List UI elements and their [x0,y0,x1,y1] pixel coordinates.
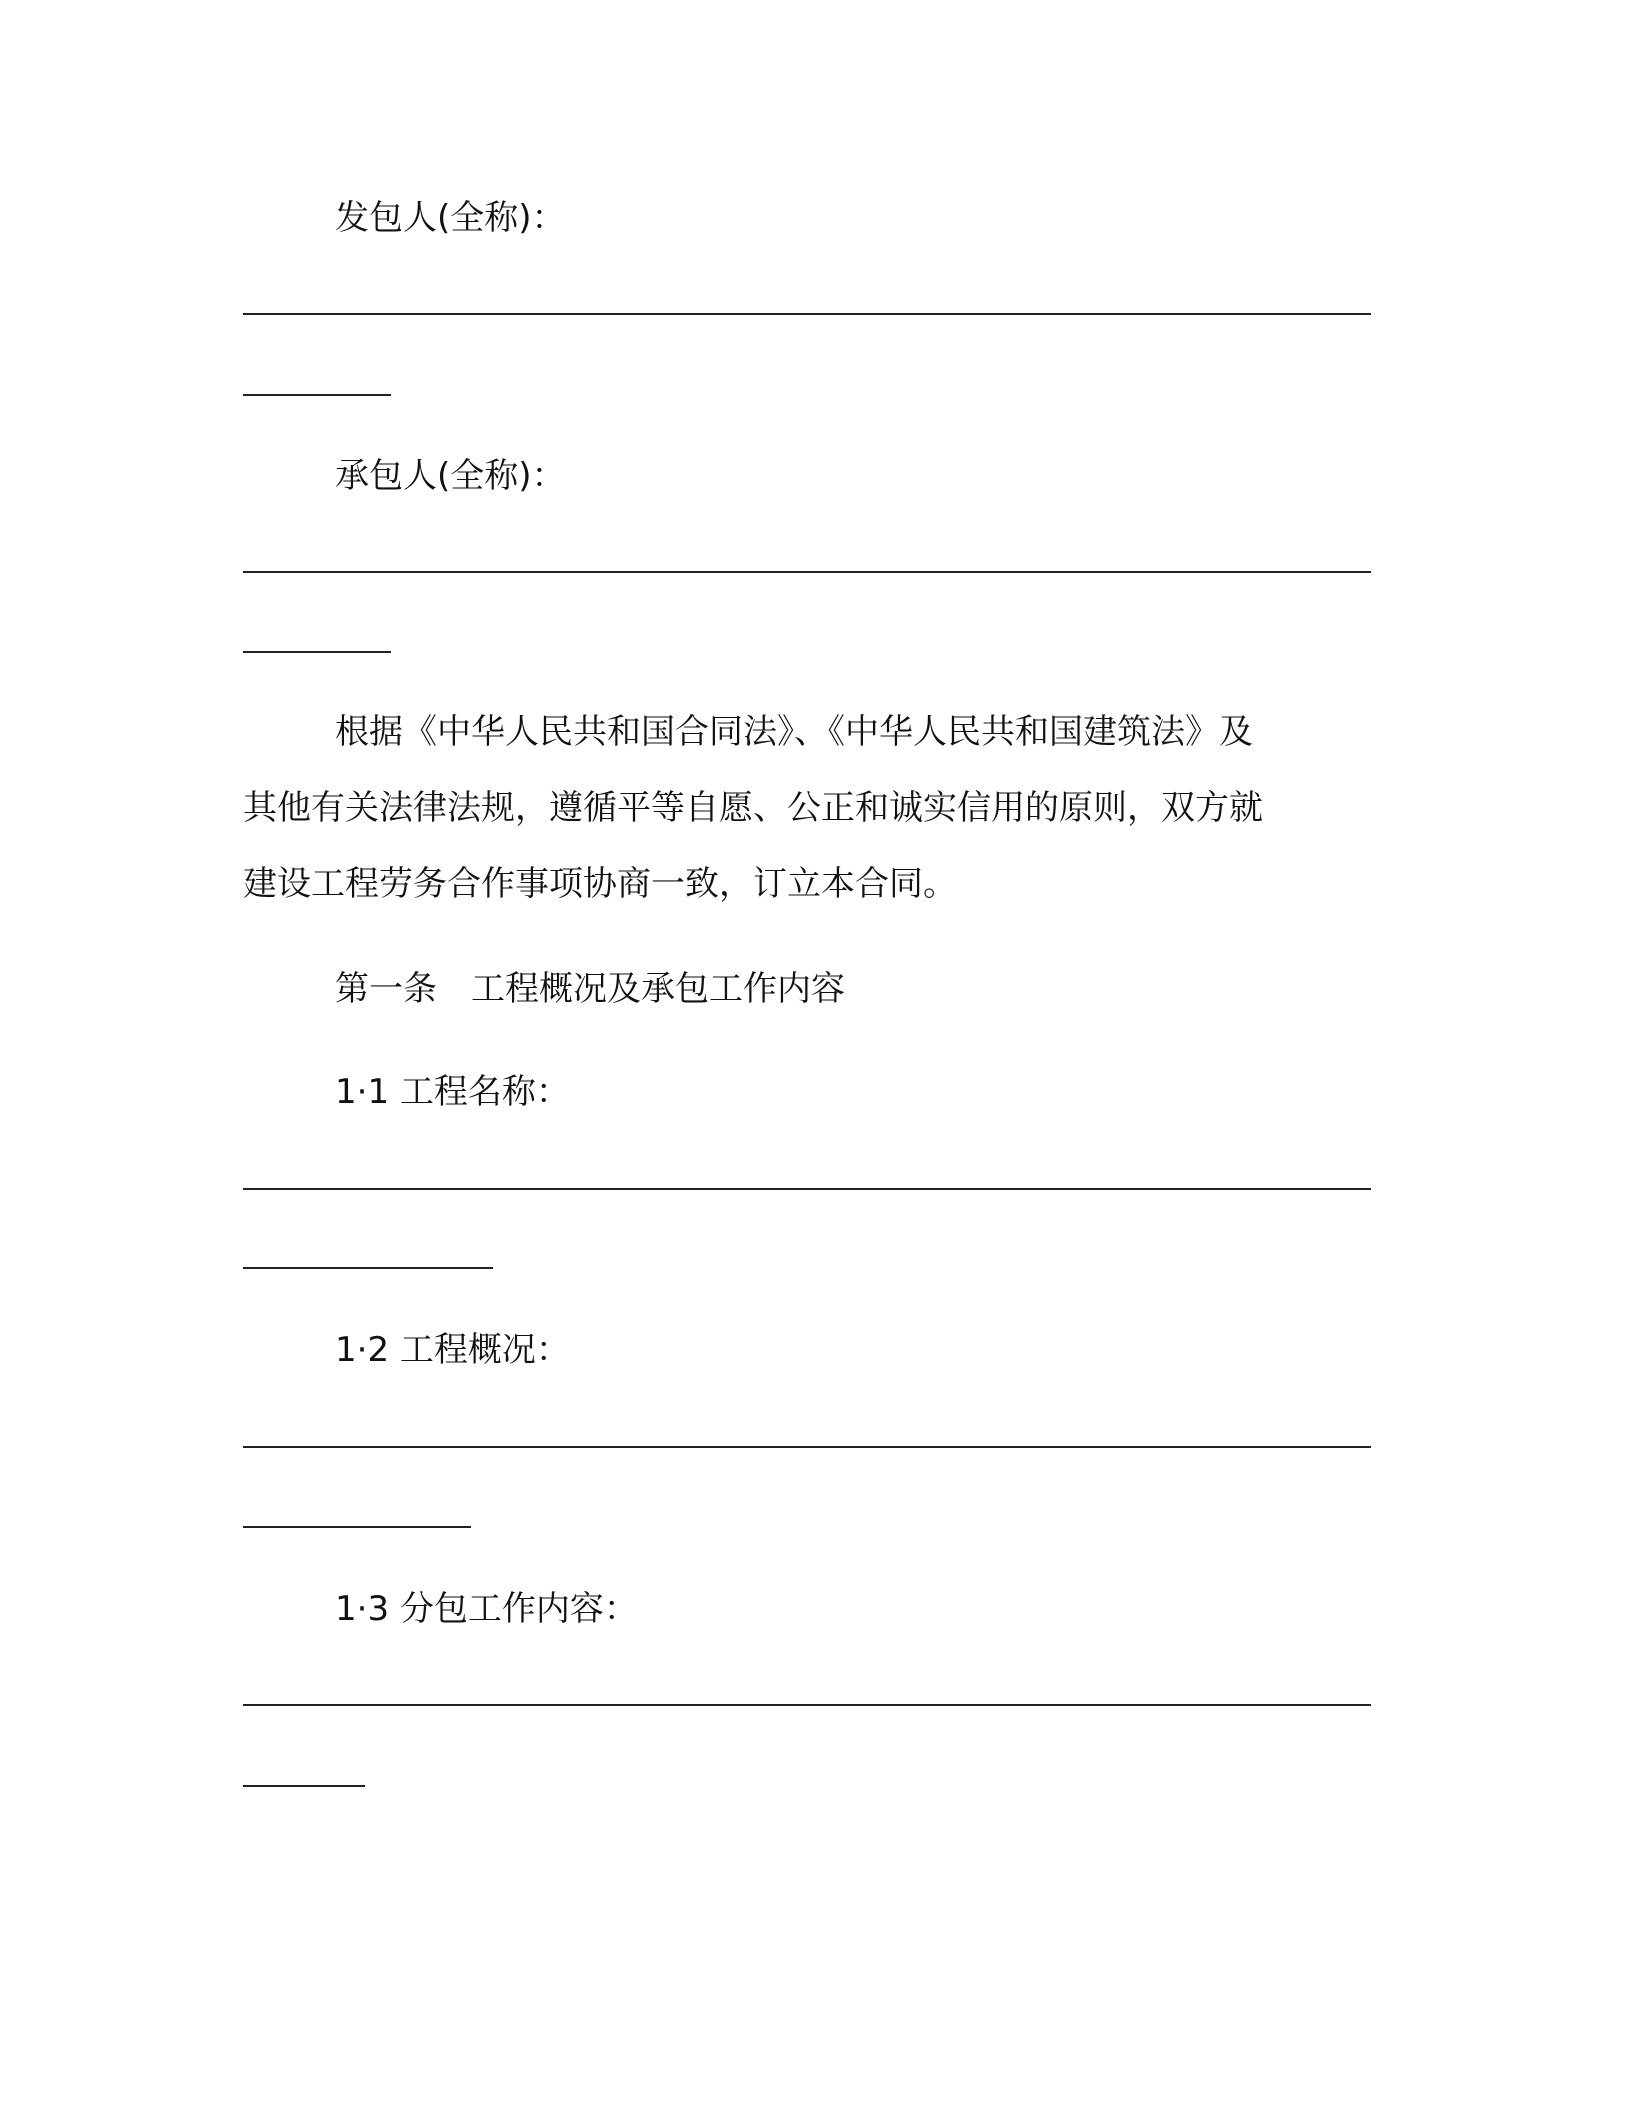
project-overview-blank-line-2 [243,1526,471,1528]
project-name-blank-line-2 [243,1267,493,1269]
contractor-label: 承包人(全称)： [335,456,566,496]
employer-blank-line-2 [243,394,391,396]
subcontract-work-blank-line-1 [243,1704,1371,1706]
employer-label: 发包人(全称)： [335,198,566,238]
project-name-label: 1·1 工程名称： [335,1072,570,1112]
project-name-blank-line-1 [243,1188,1371,1190]
contractor-blank-line-1 [243,571,1371,573]
employer-blank-line-1 [243,313,1371,315]
article-1-heading: 第一条 工程概况及承包工作内容 [335,969,845,1009]
contractor-blank-line-2 [243,651,391,653]
subcontract-work-label: 1·3 分包工作内容： [335,1589,638,1629]
preamble-line-3: 建设工程劳务合作事项协商一致，订立本合同。 [243,864,957,904]
project-overview-label: 1·2 工程概况： [335,1330,570,1370]
preamble-line-1: 根据《中华人民共和国合同法》、《中华人民共和国建筑法》及 [335,712,1253,752]
subcontract-work-blank-line-2 [243,1785,365,1787]
project-overview-blank-line-1 [243,1446,1371,1448]
preamble-line-2: 其他有关法律法规，遵循平等自愿、公正和诚实信用的原则，双方就 [243,788,1263,828]
preamble-paragraph [243,712,1383,912]
